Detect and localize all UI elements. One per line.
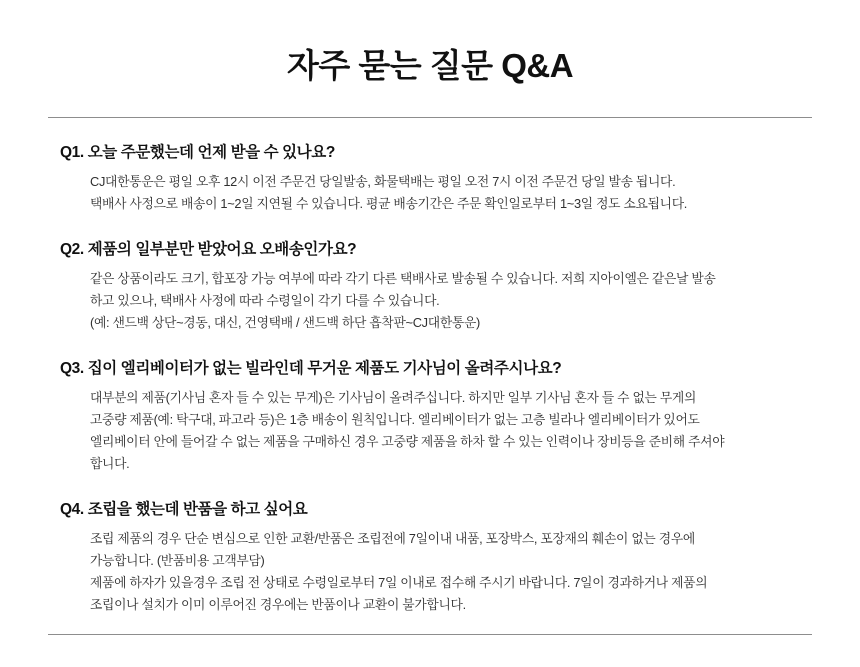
faq-question: Q1. 오늘 주문했는데 언제 받을 수 있나요?: [60, 144, 335, 161]
faq-answer-line: (예: 샌드백 상단~경동, 대신, 건영택배 / 샌드백 하단 흡착판~CJ대한통운): [90, 315, 480, 330]
faq-answer: [48, 528, 812, 616]
faq-answer-line: 대부분의 제품(기사님 혼자 들 수 있는 무게)은 기사님이 올려주십니다. 하지만 일부 기사님 혼자 들 수 없는 무게의: [90, 390, 697, 405]
faq-answer: [48, 171, 812, 215]
faq-answer-line: 택배사 사정으로 배송이 1~2일 지연될 수 있습니다. 평균 배송기간은 주문 확인일로부터 1~3일 정도 소요됩니다.: [90, 196, 688, 211]
faq-answer-line: 조립이나 설치가 이미 이루어진 경우에는 반품이나 교환이 불가합니다.: [90, 597, 466, 612]
faq-item: [48, 140, 812, 215]
faq-answer-line: 고중량 제품(예: 탁구대, 파고라 등)은 1층 배송이 원칙입니다. 엘리베이터가 없는 고층 빌라나 엘리베이터가 있어도: [90, 412, 700, 427]
faq-answer-line: 엘리베이터 안에 들어갈 수 없는 제품을 구매하신 경우 고중량 제품을 하차 할 수 있는 인력이나 장비등을 준비해 주셔야: [90, 434, 725, 449]
faq-question: Q4. 조립을 했는데 반품을 하고 싶어요: [60, 501, 308, 518]
faq-answer-line: CJ대한통운은 평일 오후 12시 이전 주문건 당일발송, 화물택배는 평일 오전 7시 이전 주문건 당일 발송 됩니다.: [90, 174, 676, 189]
faq-answer: [48, 387, 812, 475]
faq-answer-line: 조립 제품의 경우 단순 변심으로 인한 교환/반품은 조립전에 7일이내 내품, 포장박스, 포장재의 훼손이 없는 경우에: [90, 531, 695, 546]
faq-list: [48, 118, 812, 616]
faq-answer-line: 하고 있으나, 택배사 사정에 따라 수령일이 각기 다를 수 있습니다.: [90, 293, 440, 308]
faq-item: [48, 356, 812, 475]
footer-divider: [48, 634, 812, 635]
page-title: 자주 묻는 질문 Q&A: [286, 47, 574, 84]
faq-question: Q2. 제품의 일부분만 받았어요 오배송인가요?: [60, 241, 357, 258]
faq-item: [48, 237, 812, 334]
faq-answer: [48, 268, 812, 334]
faq-item: [48, 497, 812, 616]
faq-question: Q3. 집이 엘리베이터가 없는 빌라인데 무거운 제품도 기사님이 올려주시나요?: [60, 360, 562, 377]
faq-answer-line: 합니다.: [90, 456, 130, 471]
faq-answer-line: 가능합니다. (반품비용 고객부담): [90, 553, 265, 568]
faq-answer-line: 제품에 하자가 있을경우 조립 전 상태로 수령일로부터 7일 이내로 접수해 주시기 바랍니다. 7일이 경과하거나 제품의: [90, 575, 708, 590]
faq-answer-line: 같은 상품이라도 크기, 합포장 가능 여부에 따라 각기 다른 택배사로 발송될 수 있습니다. 저희 지아이엘은 같은날 발송: [90, 271, 716, 286]
